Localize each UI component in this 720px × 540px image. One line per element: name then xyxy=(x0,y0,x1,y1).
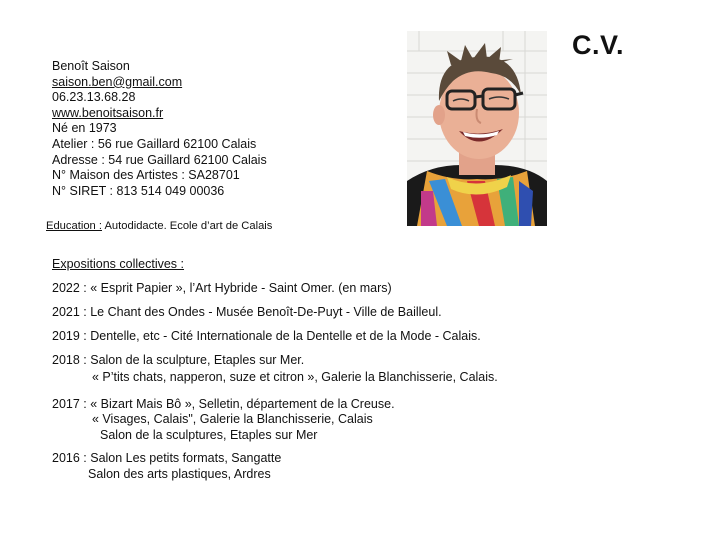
page-title: C.V. xyxy=(572,30,625,60)
expo-line-2021: 2021 : Le Chant des Ondes - Musée Benoît-De-Puyt - Ville de Bailleul. xyxy=(52,305,442,319)
contact-name: Benoît Saison xyxy=(52,59,130,73)
expositions-heading: Expositions collectives : xyxy=(52,257,185,271)
contact-adresse: Adresse : 54 rue Gaillard 62100 Calais xyxy=(52,152,267,167)
contact-siret: N° SIRET : 813 514 049 00036 xyxy=(52,183,225,198)
email-link[interactable]: saison.ben@gmail.com xyxy=(52,74,183,89)
contact-atelier: Atelier : 56 rue Gaillard 62100 Calais xyxy=(52,136,257,151)
contact-born: Né en 1973 xyxy=(52,121,117,136)
contact-phone: 06.23.13.68.28 xyxy=(52,90,136,105)
expo-line-2017-b: « Visages, Calais", Galerie la Blanchisserie, Calais xyxy=(92,412,373,426)
education-text: Autodidacte. Ecole d’art de Calais xyxy=(101,220,273,232)
contact-maison: N° Maison des Artistes : SA28701 xyxy=(52,168,240,183)
expo-line-2018-b: « P’tits chats, napperon, suze et citron », Galerie la Blanchisserie, Calais. xyxy=(92,370,498,384)
expo-line-2016: 2016 : Salon Les petits formats, Sangatte xyxy=(52,451,282,465)
education-label: Education : xyxy=(46,220,102,232)
contact-block xyxy=(52,59,267,199)
education-line xyxy=(46,220,272,232)
expo-line-2019: 2019 : Dentelle, etc - Cité Internationale de la Dentelle et de la Mode - Calais. xyxy=(52,329,481,343)
expo-line-2022: 2022 : « Esprit Papier », l’Art Hybride - Saint Omer. (en mars) xyxy=(52,281,392,295)
portrait-photo xyxy=(407,31,547,226)
expo-line-2017-c: Salon de la sculptures, Etaples sur Mer xyxy=(100,428,318,442)
expo-line-2016-b: Salon des arts plastiques, Ardres xyxy=(88,467,271,481)
expo-line-2017: 2017 : « Bizart Mais Bô », Selletin, département de la Creuse. xyxy=(52,397,395,411)
website-link[interactable]: www.benoitsaison.fr xyxy=(52,105,164,120)
expo-line-2018: 2018 : Salon de la sculpture, Etaples sur Mer. xyxy=(52,353,305,367)
